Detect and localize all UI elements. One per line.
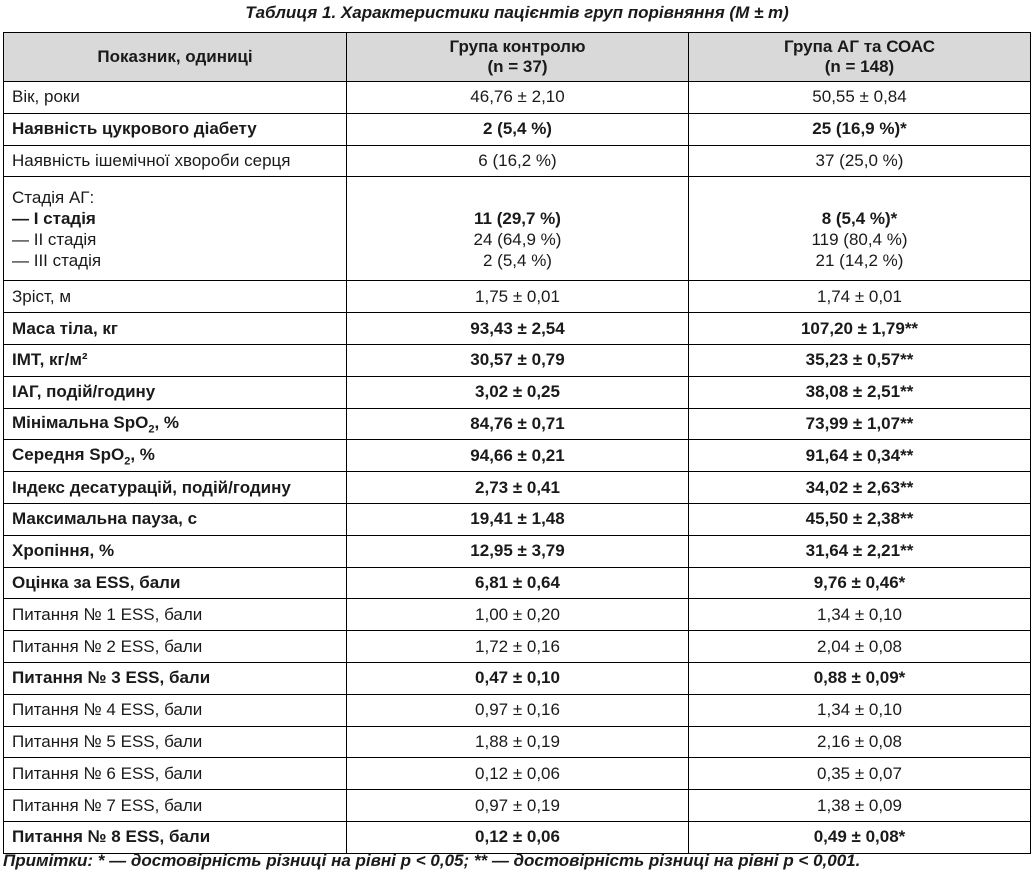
ag-osas-value-cell: 45,50 ± 2,38** — [689, 503, 1031, 535]
label-subscript: 2 — [148, 423, 155, 436]
table-row — [4, 503, 1031, 535]
control-value-cell: 1,72 ± 0,16 — [347, 631, 689, 663]
ag-osas-value-cell: 2,04 ± 0,08 — [689, 631, 1031, 663]
table-row — [4, 440, 1031, 472]
indicator-cell: Питання № 6 ESS, бали — [4, 758, 347, 790]
ag-osas-value-cell: 0,49 ± 0,08* — [689, 821, 1031, 853]
indicator-cell: Хропіння, % — [4, 535, 347, 567]
table-row — [4, 790, 1031, 822]
table-row — [4, 758, 1031, 790]
ag-osas-value-cell: 9,76 ± 0,46* — [689, 567, 1031, 599]
control-value-cell: 94,66 ± 0,21 — [347, 440, 689, 472]
indicator-cell: Наявність ішемічної хвороби серця — [4, 145, 347, 177]
control-value-cell: 0,97 ± 0,19 — [347, 790, 689, 822]
indicator-cell: Питання № 7 ESS, бали — [4, 790, 347, 822]
stage-line: 11 (29,7 %) — [474, 208, 561, 228]
stage-control-cell — [347, 177, 689, 281]
indicator-cell: Вік, роки — [4, 82, 347, 114]
stage-line: — ІІ стадія — [12, 229, 97, 249]
table-row — [4, 281, 1031, 313]
indicator-cell: Питання № 1 ESS, бали — [4, 599, 347, 631]
ag-osas-value-cell: 2,16 ± 0,08 — [689, 726, 1031, 758]
ag-osas-value-cell: 107,20 ± 1,79** — [689, 313, 1031, 345]
ag-osas-value-cell: 25 (16,9 %)* — [689, 113, 1031, 145]
table-row — [4, 313, 1031, 345]
control-value-cell: 30,57 ± 0,79 — [347, 344, 689, 376]
stage-line: 8 (5,4 %)* — [821, 208, 898, 228]
label-text: Середня SpO — [12, 444, 125, 464]
table-row — [4, 472, 1031, 504]
indicator-cell: Індекс десатурацій, подій/годину — [4, 472, 347, 504]
table-row — [4, 599, 1031, 631]
ag-osas-value-cell: 37 (25,0 %) — [689, 145, 1031, 177]
indicator-cell: Максимальна пауза, с — [4, 503, 347, 535]
control-value-cell: 1,88 ± 0,19 — [347, 726, 689, 758]
header-indicator: Показник, одиниці — [4, 33, 347, 82]
table-row — [4, 694, 1031, 726]
ag-osas-value-cell: 1,34 ± 0,10 — [689, 599, 1031, 631]
indicator-cell: ІАГ, подій/годину — [4, 376, 347, 408]
indicator-cell: Питання № 4 ESS, бали — [4, 694, 347, 726]
header-control-n: (n = 37) — [487, 57, 548, 76]
control-value-cell: 19,41 ± 1,48 — [347, 503, 689, 535]
stage-line: 24 (64,9 %) — [473, 229, 562, 249]
stage-line: 21 (14,2 %) — [815, 250, 904, 270]
label-suffix: , % — [154, 412, 180, 432]
header-ag-osas-title: Група АГ та СОАС — [784, 37, 935, 56]
control-value-cell: 2 (5,4 %) — [347, 113, 689, 145]
stage-line: 2 (5,4 %) — [483, 250, 552, 270]
stage-line: — І стадія — [12, 208, 96, 228]
indicator-cell: Питання № 2 ESS, бали — [4, 631, 347, 663]
ag-osas-value-cell: 73,99 ± 1,07** — [689, 408, 1031, 440]
table-row — [4, 631, 1031, 663]
table-row-stage — [4, 177, 1031, 281]
indicator-cell: Маса тіла, кг — [4, 313, 347, 345]
indicator-cell: Питання № 5 ESS, бали — [4, 726, 347, 758]
control-value-cell: 0,97 ± 0,16 — [347, 694, 689, 726]
stage-title: Стадія АГ: — [12, 187, 95, 207]
ag-osas-value-cell: 31,64 ± 2,21** — [689, 535, 1031, 567]
ag-osas-value-cell: 1,34 ± 0,10 — [689, 694, 1031, 726]
table-row — [4, 113, 1031, 145]
control-value-cell: 0,12 ± 0,06 — [347, 821, 689, 853]
ag-osas-value-cell: 1,74 ± 0,01 — [689, 281, 1031, 313]
table-row — [4, 726, 1031, 758]
table-row — [4, 535, 1031, 567]
indicator-cell: Оцінка за ESS, бали — [4, 567, 347, 599]
header-control-group — [347, 33, 689, 82]
ag-osas-value-cell: 35,23 ± 0,57** — [689, 344, 1031, 376]
ag-osas-value-cell: 91,64 ± 0,34** — [689, 440, 1031, 472]
table-row — [4, 82, 1031, 114]
indicator-cell: ІМТ, кг/м² — [4, 344, 347, 376]
ag-osas-value-cell: 0,88 ± 0,09* — [689, 662, 1031, 694]
control-value-cell: 46,76 ± 2,10 — [347, 82, 689, 114]
label-subscript: 2 — [124, 454, 131, 467]
header-ag-osas-group — [689, 33, 1031, 82]
table-caption: Таблиця 1. Характеристики пацієнтів груп порівняння (M ± m) — [245, 3, 789, 22]
table-row — [4, 145, 1031, 177]
stage-line: 119 (80,4 %) — [811, 229, 908, 249]
table-row — [4, 567, 1031, 599]
table-row — [4, 821, 1031, 853]
header-control-title: Група контролю — [449, 37, 586, 56]
table-row — [4, 376, 1031, 408]
control-value-cell: 1,75 ± 0,01 — [347, 281, 689, 313]
indicator-cell: Зріст, м — [4, 281, 347, 313]
label-suffix: , % — [130, 444, 155, 464]
table-header-row — [4, 33, 1031, 82]
ag-osas-value-cell: 38,08 ± 2,51** — [689, 376, 1031, 408]
ag-osas-value-cell: 50,55 ± 0,84 — [689, 82, 1031, 114]
control-value-cell: 12,95 ± 3,79 — [347, 535, 689, 567]
indicator-cell — [4, 440, 347, 472]
ag-osas-value-cell: 1,38 ± 0,09 — [689, 790, 1031, 822]
control-value-cell: 6,81 ± 0,64 — [347, 567, 689, 599]
stage-ag-osas-cell — [689, 177, 1031, 281]
control-value-cell: 1,00 ± 0,20 — [347, 599, 689, 631]
indicator-cell: Питання № 3 ESS, бали — [4, 662, 347, 694]
control-value-cell: 0,12 ± 0,06 — [347, 758, 689, 790]
indicator-cell: Питання № 8 ESS, бали — [4, 821, 347, 853]
table-row — [4, 344, 1031, 376]
ag-osas-value-cell: 0,35 ± 0,07 — [689, 758, 1031, 790]
control-value-cell: 3,02 ± 0,25 — [347, 376, 689, 408]
indicator-cell: Наявність цукрового діабету — [4, 113, 347, 145]
stage-line: — ІІІ стадія — [12, 250, 102, 270]
table-footnote: Примітки: * — достовірність різниці на рівні р < 0,05; ** — достовірність різниці на рівні р < 0,001. — [3, 851, 861, 870]
label-text: Мінімальна SpO — [12, 412, 149, 432]
control-value-cell: 6 (16,2 %) — [347, 145, 689, 177]
patients-table — [3, 32, 1031, 854]
table-row — [4, 662, 1031, 694]
header-ag-osas-n: (n = 148) — [824, 57, 895, 76]
table-row — [4, 408, 1031, 440]
stage-label-cell — [4, 177, 347, 281]
ag-osas-value-cell: 34,02 ± 2,63** — [689, 472, 1031, 504]
control-value-cell: 0,47 ± 0,10 — [347, 662, 689, 694]
indicator-cell — [4, 408, 347, 440]
control-value-cell: 93,43 ± 2,54 — [347, 313, 689, 345]
control-value-cell: 2,73 ± 0,41 — [347, 472, 689, 504]
control-value-cell: 84,76 ± 0,71 — [347, 408, 689, 440]
